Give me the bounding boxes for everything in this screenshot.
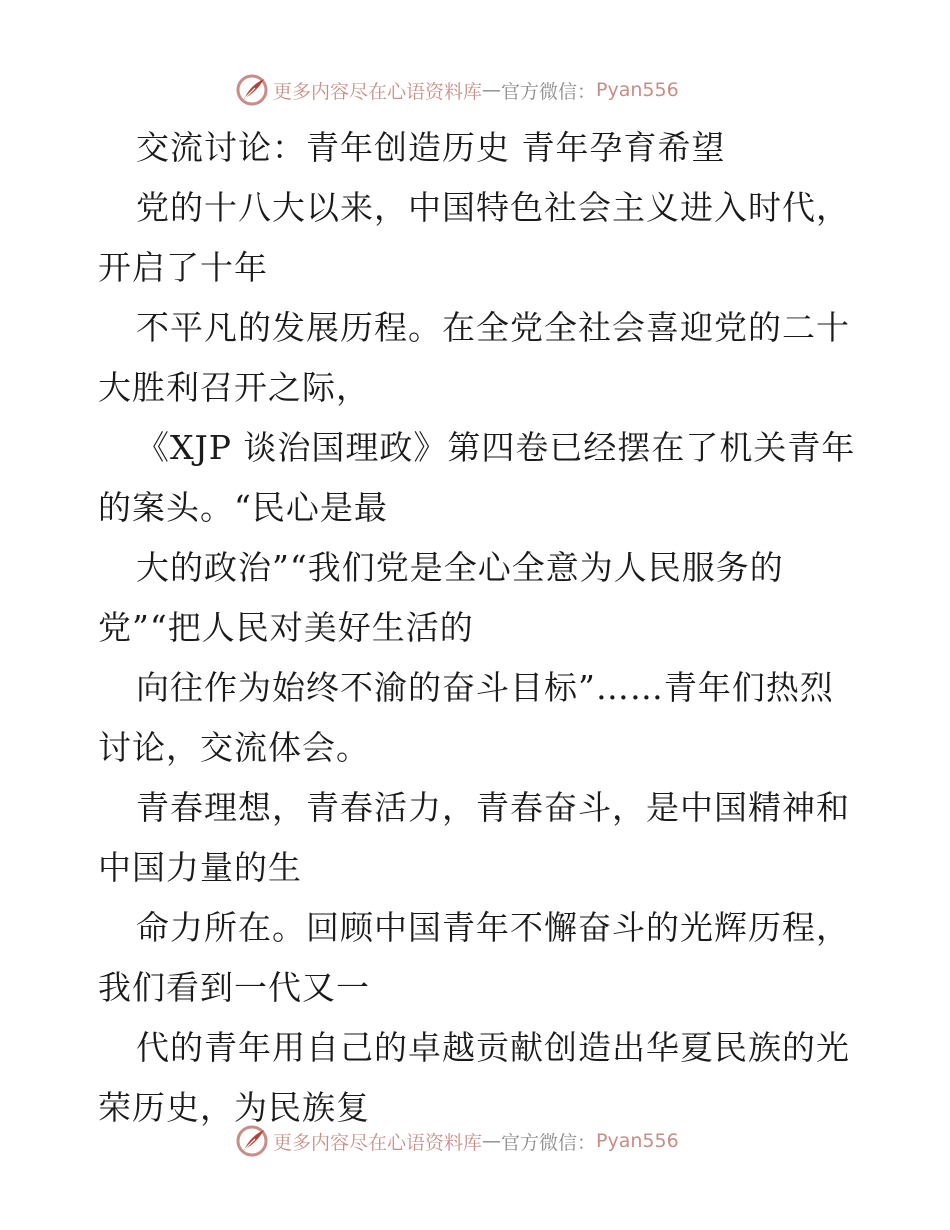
paragraph-line: 向往作为始终不渝的奋斗目标”……青年们热烈 [136,668,834,707]
paragraph-line: 党”“把人民对美好生活的 [98,608,474,647]
watermark-main-text: 更多内容尽在心语资料库 [273,80,483,103]
watermark-wechat-id: Pyan556 [596,79,679,101]
watermark-wechat-id: Pyan556 [596,1130,679,1152]
watermark-dash: — [482,79,502,101]
header-watermark [235,72,755,108]
paragraph-line: 《XJP 谈治国理政》第四卷已经摆在了机关青年 [136,428,856,467]
paragraph-line: 命力所在。回顾中国青年不懈奋斗的光辉历程， [136,908,850,947]
watermark-official-label: 官方微信： [501,1131,597,1154]
document-title: 交流讨论：青年创造历史 青年孕育希望 [136,128,726,167]
paragraph-line: 代的青年用自己的卓越贡献创造出华夏民族的光 [136,1028,850,1067]
paragraph-line: 我们看到一代又一 [98,968,370,1007]
paragraph-line: 中国力量的生 [98,848,302,887]
document-body [98,118,858,1138]
feather-quill-circle-icon [235,1124,269,1158]
paragraph-line: 的案头。“民心是最 [98,488,388,527]
paragraph-line: 青春理想，青春活力，青春奋斗，是中国精神和 [136,788,850,827]
paragraph-line: 大胜利召开之际， [98,368,370,407]
feather-quill-circle-icon [235,73,269,107]
paragraph-line: 讨论，交流体会。 [98,728,370,767]
watermark-official-label: 官方微信： [501,80,597,103]
watermark-main-text: 更多内容尽在心语资料库 [273,1131,483,1154]
paragraph-line: 荣历史，为民族复 [98,1088,370,1127]
watermark-dash: — [482,1130,502,1152]
paragraph-line: 不平凡的发展历程。在全党全社会喜迎党的二十 [136,308,850,347]
paragraph-line: 党的十八大以来，中国特色社会主义进入时代， [136,188,850,227]
paragraph-line: 大的政治”“我们党是全心全意为人民服务的 [136,548,784,587]
paragraph-line: 开启了十年 [98,248,268,287]
footer-watermark [235,1123,755,1159]
